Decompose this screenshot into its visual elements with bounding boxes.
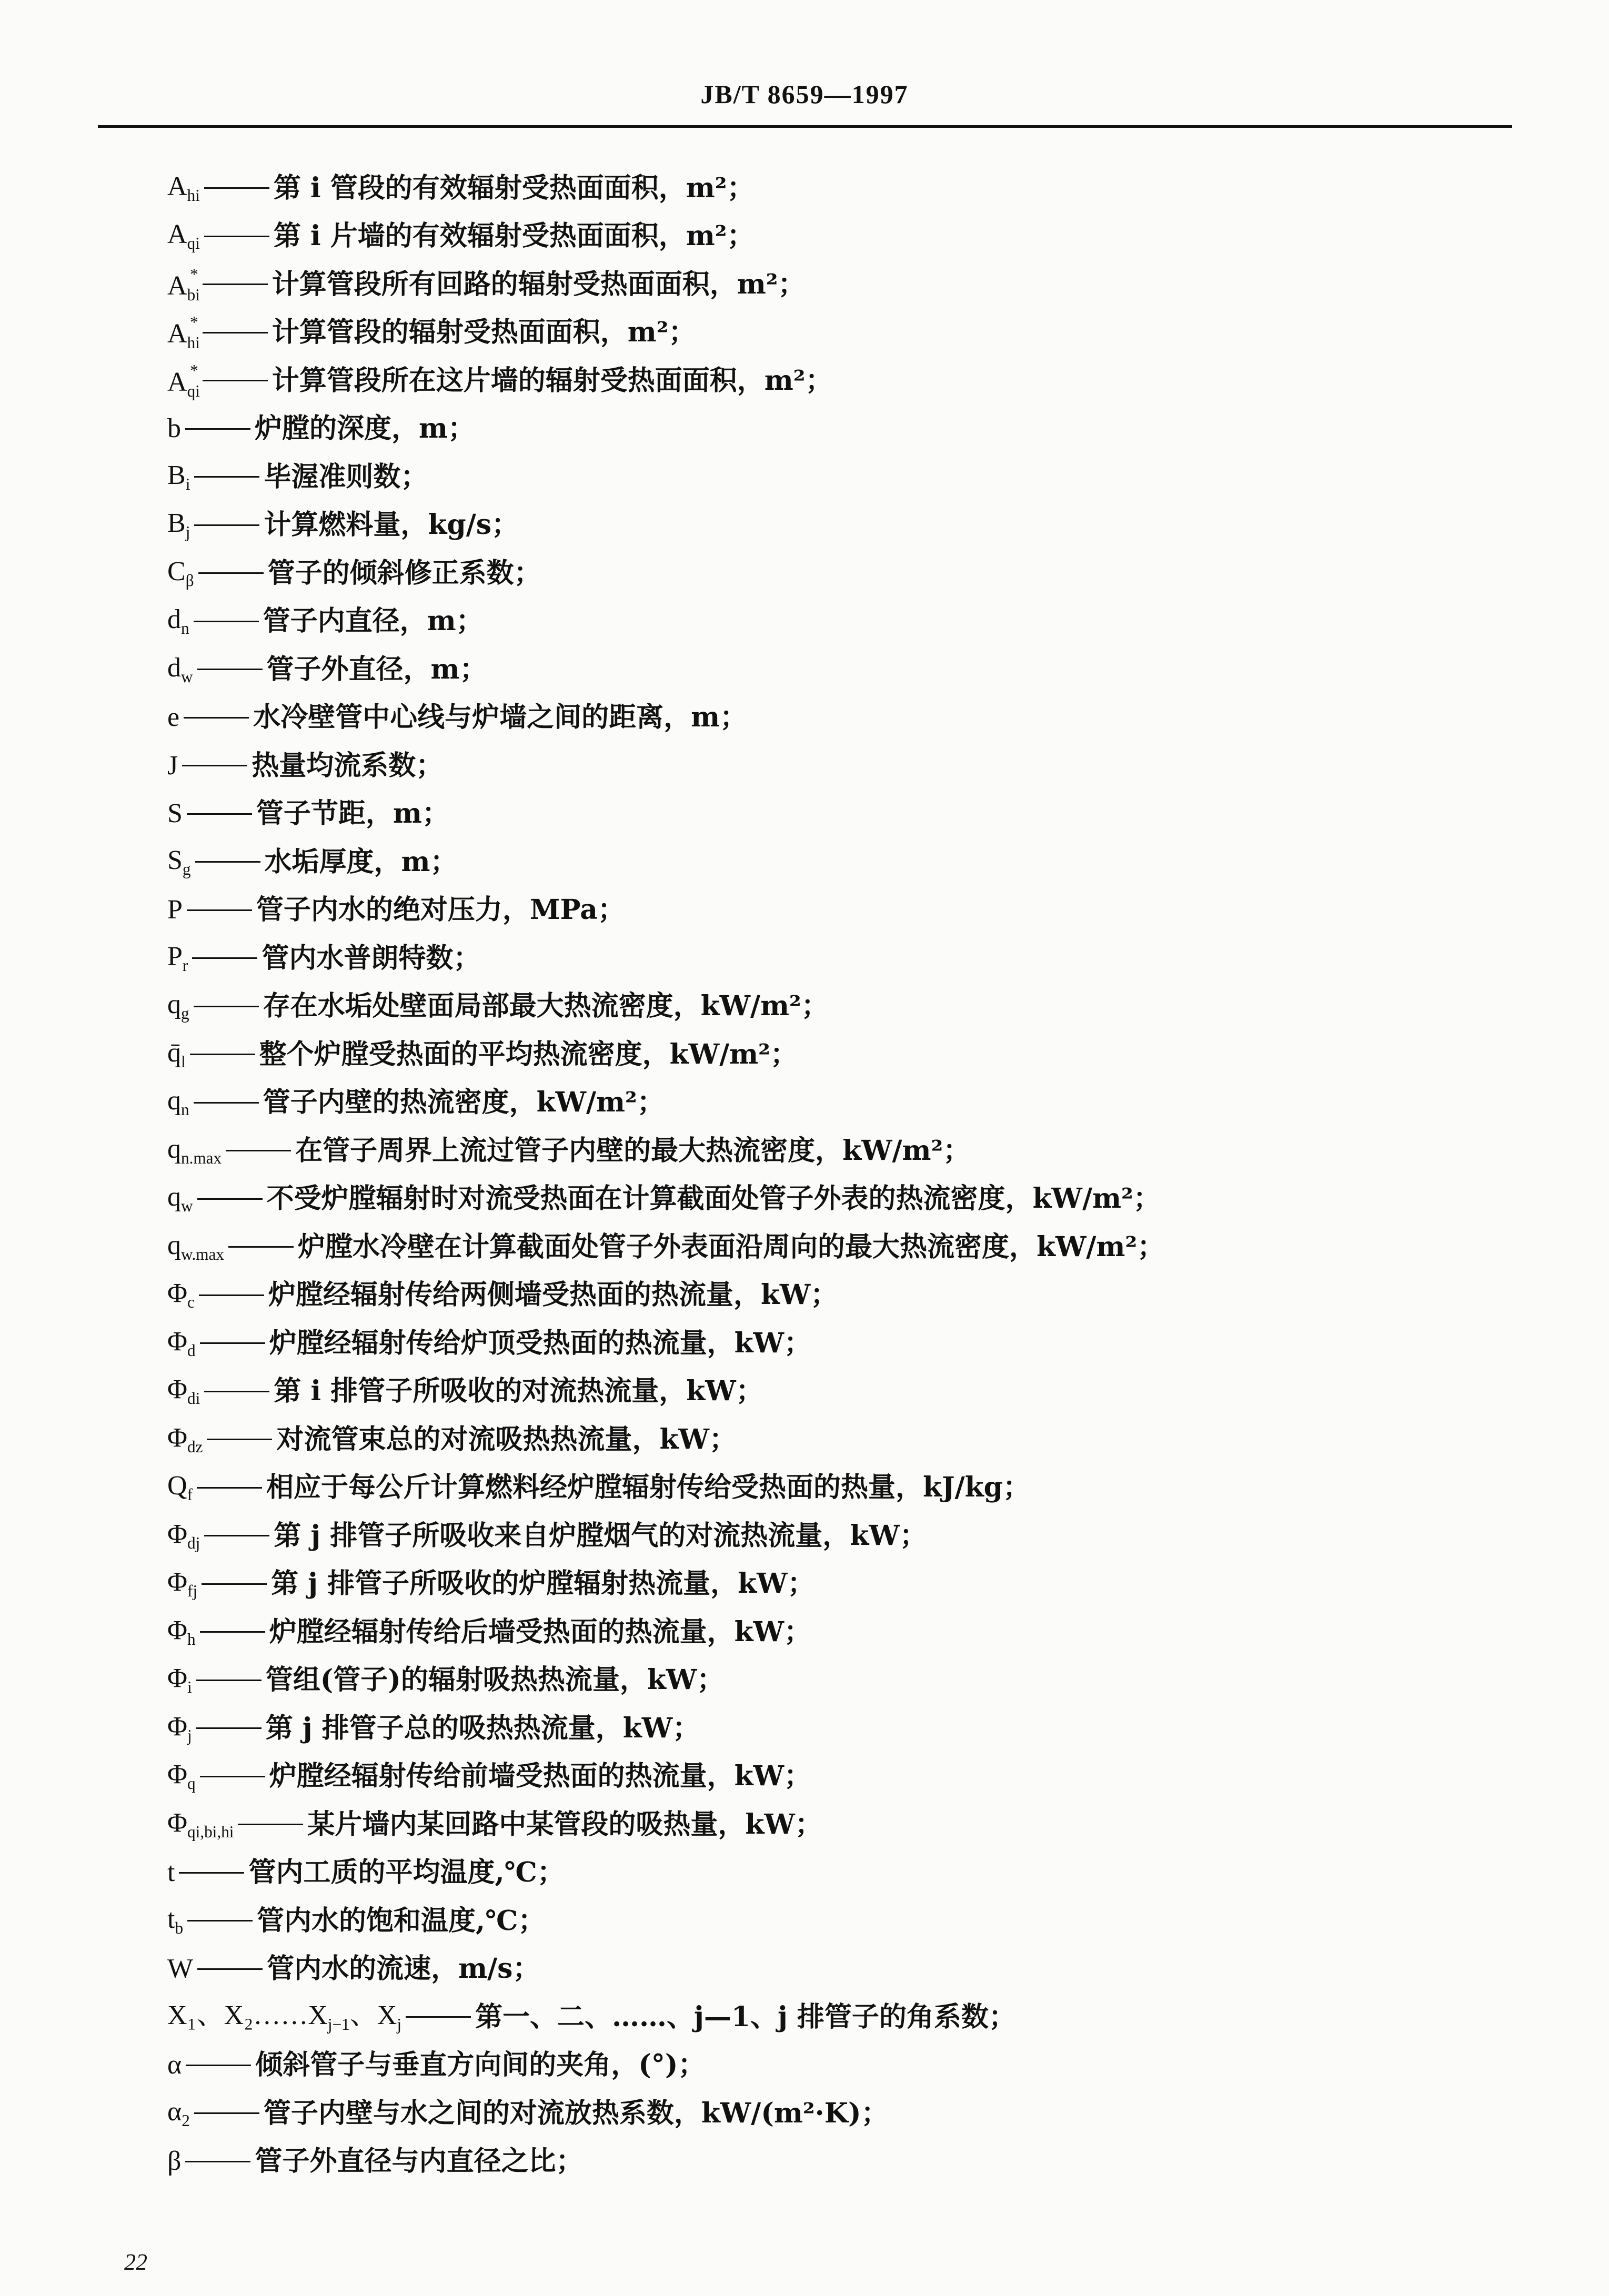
definition-text: 管子外直径与内直径之比； (255, 2145, 584, 2178)
em-dash-separator (185, 428, 250, 430)
definition-item (167, 1030, 1512, 1079)
symbol-base: t (167, 1857, 175, 1888)
definition-item (167, 983, 1512, 1031)
symbol (167, 1472, 193, 1503)
definition-text: 管内水的饱和温度,℃； (257, 1904, 546, 1937)
symbol-subscript: qi (187, 381, 200, 400)
symbol-base: B (167, 460, 186, 490)
symbol (167, 1569, 197, 1599)
symbol (167, 606, 189, 636)
em-dash-separator (194, 1102, 259, 1104)
definition-item (167, 1175, 1512, 1223)
symbol-subscript: 2 (182, 2111, 190, 2130)
definition-item (167, 1368, 1512, 1416)
em-dash-separator (204, 187, 269, 189)
header-rule (98, 125, 1512, 128)
definition-text: 管子内直径，m； (263, 605, 484, 638)
symbol-subscript: c (187, 1293, 195, 1312)
em-dash-separator (197, 669, 263, 670)
em-dash-separator (200, 1342, 265, 1344)
definition-text: 第 i 排管子所吸收的对流热流量，kW； (274, 1375, 763, 1408)
symbol-base: P (167, 941, 183, 972)
symbol-base: d (167, 604, 181, 635)
standard-header: JB/T 8659—1997 (700, 79, 909, 109)
symbol-subscript: n (181, 1100, 189, 1119)
definition-text: 管子外直径，m； (266, 653, 487, 685)
definition-item (167, 838, 1512, 886)
symbol (167, 1809, 234, 1840)
em-dash-separator (238, 1824, 303, 1825)
symbol-subscript: r (182, 956, 188, 975)
definition-text: 倾斜管子与垂直方向间的夹角，(°)； (255, 2049, 706, 2081)
symbol-base: Φ (167, 1278, 188, 1309)
em-dash-separator (196, 1727, 262, 1729)
symbol-subscript: q (187, 1774, 196, 1793)
symbol-subscript: qi (187, 234, 200, 253)
symbol-subscript: i (185, 474, 190, 493)
definition-item (167, 1993, 1512, 2041)
symbol (167, 1039, 186, 1070)
symbol (167, 173, 200, 204)
symbol (167, 1184, 193, 1214)
symbol-subscript: j (397, 2015, 402, 2034)
symbol-base: q (167, 1086, 181, 1116)
symbol-base: Φ (167, 1807, 188, 1838)
symbol (167, 415, 181, 442)
symbol-base: q (167, 1134, 181, 1164)
definition-text: 第 i 管段的有效辐射受热面面积，m²； (273, 171, 755, 204)
definition-item (167, 357, 1512, 405)
definition-item (167, 886, 1512, 935)
symbol-base: q (167, 1182, 181, 1212)
symbol-base: q (167, 1230, 181, 1260)
definition-text: 炉膛经辐射传给两侧墙受热面的热流量，kW； (268, 1279, 838, 1311)
symbol-base: Φ (167, 1567, 188, 1597)
em-dash-separator (204, 236, 269, 237)
symbol (167, 1087, 189, 1118)
symbol (167, 1136, 222, 1166)
definition-text: 管子节距，m； (256, 797, 449, 830)
symbol-subscript: dz (187, 1437, 203, 1456)
em-dash-separator (202, 1583, 267, 1585)
symbol-subscript: dj (187, 1533, 200, 1552)
em-dash-separator (184, 717, 249, 719)
symbol-subscript: b (175, 1918, 184, 1937)
em-dash-separator (185, 2161, 250, 2162)
symbol (167, 1859, 175, 1886)
definition-text: 炉膛经辐射传给后墙受热面的热流量，kW； (269, 1615, 812, 1648)
symbol-subscript: n.max (181, 1148, 222, 1167)
symbol (167, 266, 198, 303)
definition-text: 第 i 片墙的有效辐射受热面面积，m²； (273, 220, 755, 252)
symbol (167, 1617, 196, 1647)
symbol-base: W (167, 1954, 194, 1984)
symbol-subscript: qi,bi,hi (187, 1822, 234, 1841)
definition-item (167, 2089, 1512, 2138)
em-dash-separator (197, 1487, 262, 1489)
definition-text: 计算燃料量，kg/s； (264, 509, 519, 541)
symbol-base: q (167, 989, 181, 1020)
definition-text: 第一、二、……、j—1、j 排管子的角系数； (475, 2000, 1016, 2033)
definition-text: 管内工质的平均温度,℃； (248, 1856, 565, 1889)
definition-item (167, 260, 1512, 309)
definition-text: 第 j 排管子总的吸热热流量，kW； (265, 1712, 700, 1744)
symbol-base: B (167, 508, 186, 539)
definition-text: 管子的倾斜修正系数； (267, 557, 541, 589)
symbol-base: A (167, 367, 187, 397)
symbol-base: P (167, 895, 183, 925)
symbol-subscript: f (187, 1485, 193, 1504)
definition-text: 在管子周界上流过管子内壁的最大热流密度，kW/m²； (295, 1134, 971, 1167)
definition-item (167, 1656, 1512, 1705)
em-dash-separator (186, 2065, 251, 2066)
em-dash-separator (187, 1920, 253, 1921)
em-dash-separator (182, 765, 247, 766)
symbol-subscript: j (187, 1726, 192, 1745)
definition-text: 管内水普朗特数； (262, 942, 481, 974)
definition-item (167, 1079, 1512, 1127)
symbol-base: S (167, 798, 183, 829)
em-dash-separator (195, 861, 260, 863)
symbol (167, 991, 189, 1021)
definition-item (167, 1223, 1512, 1271)
em-dash-separator (190, 1054, 255, 1055)
symbol-subscript: d (187, 1341, 196, 1360)
definition-item (167, 1753, 1512, 1801)
definition-item (167, 1608, 1512, 1656)
definition-text: 计算管段所在这片墙的辐射受热面面积，m²； (271, 364, 833, 397)
symbol (167, 462, 190, 492)
symbol-subscript: bi (187, 285, 200, 304)
symbol-base: X₁、X₂……X (167, 2000, 328, 2030)
symbol-subscript: g (181, 1004, 189, 1023)
definition-item (167, 213, 1512, 261)
symbol (167, 1713, 192, 1744)
symbol-base: Φ (167, 1326, 188, 1357)
symbol (167, 847, 191, 877)
symbol-base: S (167, 845, 183, 875)
symbol-superscript: * (190, 265, 198, 284)
symbol-superscript: * (190, 361, 198, 380)
symbol (167, 1280, 195, 1310)
symbol (167, 654, 193, 685)
symbol-base: C (167, 556, 186, 586)
definition-text: 不受炉膛辐射时对流受热面在计算截面处管子外表的热流密度，kW/m²； (266, 1182, 1161, 1215)
symbol-subscript: hi (187, 186, 200, 205)
em-dash-separator (197, 1968, 263, 1970)
em-dash-separator (196, 1680, 262, 1681)
symbol-base: Φ (167, 1663, 188, 1694)
symbol-subscript: hi (187, 333, 200, 352)
symbol-base: Φ (167, 1422, 188, 1453)
definition-text: 相应于每公斤计算燃料经炉膛辐射传给受热面的热量，kJ/kg； (266, 1471, 1030, 1504)
symbol-base: q̄ (167, 1037, 181, 1068)
symbol-subscript: w (181, 1197, 193, 1216)
symbol-base: d (167, 652, 181, 683)
page-number: 22 (124, 2249, 147, 2275)
definition-item (167, 1801, 1512, 1849)
symbol-subscript: l (181, 1052, 186, 1071)
symbol (167, 1906, 183, 1936)
symbol-base: A (167, 219, 187, 250)
em-dash-separator (192, 957, 257, 959)
definition-item (167, 1945, 1512, 1994)
symbol-subscript: g (182, 859, 191, 878)
symbol (167, 2051, 182, 2079)
em-dash-separator (226, 1150, 291, 1151)
definition-text: 水冷壁管中心线与炉墙之间的距离，m； (253, 701, 748, 734)
definition-text: 毕渥准则数； (264, 460, 428, 493)
definition-text: 管子内水的绝对压力，MPa； (256, 894, 625, 926)
definition-item (167, 2041, 1512, 2090)
symbol-base: Φ (167, 1374, 188, 1405)
em-dash-separator (200, 1776, 265, 1777)
em-dash-separator (197, 1198, 263, 1200)
symbol (167, 800, 183, 827)
symbol (167, 2002, 401, 2032)
symbol (167, 1665, 192, 1695)
definition-item (167, 645, 1512, 694)
symbol (167, 704, 179, 731)
symbol (167, 752, 178, 780)
em-dash-separator (198, 572, 264, 574)
em-dash-separator (194, 1006, 259, 1007)
symbol-base: A (167, 319, 187, 349)
definition-item (167, 1560, 1512, 1609)
em-dash-separator (203, 380, 268, 381)
symbol (167, 1376, 200, 1407)
symbol-base: J (167, 750, 178, 781)
symbol-base: Φ (167, 1759, 188, 1790)
symbol (167, 221, 200, 251)
em-dash-separator (204, 1535, 269, 1536)
symbol (167, 510, 190, 540)
definition-item (167, 934, 1512, 983)
em-dash-separator (204, 1391, 269, 1392)
em-dash-separator (194, 476, 259, 478)
symbol-base: e (167, 702, 180, 733)
definition-item (167, 742, 1512, 790)
em-dash-separator (187, 909, 252, 911)
definition-item (167, 405, 1512, 453)
definition-text: 计算管段所有回路的辐射受热面面积，m²； (271, 268, 806, 300)
symbol (167, 362, 198, 399)
definition-text: 第 j 排管子所吸收来自炉膛烟气的对流热流量，kW； (274, 1519, 927, 1552)
definition-item (167, 790, 1512, 838)
symbol-superscript: * (190, 313, 198, 332)
symbol (167, 1328, 196, 1359)
em-dash-separator (406, 2016, 471, 2018)
symbol (167, 1424, 203, 1455)
symbol-continuation: 、X (349, 2000, 397, 2030)
symbol-base: b (167, 413, 181, 444)
symbol-base: Φ (167, 1615, 188, 1645)
em-dash-separator (194, 621, 259, 622)
definition-item (167, 1415, 1512, 1464)
symbol-subscript: w (181, 667, 193, 686)
symbol-subscript: n (181, 619, 189, 638)
definition-item (167, 2138, 1512, 2186)
symbol (167, 2098, 190, 2129)
definition-item (167, 598, 1512, 646)
definition-item (167, 164, 1512, 213)
symbol (167, 943, 188, 974)
symbol-subscript: i (187, 1678, 192, 1697)
definition-text: 管组(管子)的辐射吸热热流量，kW； (265, 1664, 725, 1696)
em-dash-separator (179, 1872, 244, 1874)
definition-item (167, 694, 1512, 742)
definition-text: 炉膛经辐射传给炉顶受热面的热流量，kW； (269, 1327, 812, 1359)
symbol-subscript: fj (187, 1582, 198, 1601)
symbol (167, 314, 198, 351)
em-dash-separator (228, 1246, 294, 1248)
definition-item (167, 1704, 1512, 1753)
definition-item (167, 1512, 1512, 1560)
definition-text: 管子内壁与水之间的对流放热系数，kW/(m²·K)； (263, 2097, 889, 2129)
definition-item (167, 1127, 1512, 1175)
symbol-subscript: j−1 (327, 2015, 350, 2034)
symbol-base: α (167, 2050, 182, 2080)
symbol-subscript: w.max (181, 1245, 224, 1263)
em-dash-separator (194, 2112, 259, 2114)
definition-item (167, 549, 1512, 598)
symbol-base: A (167, 171, 187, 201)
em-dash-separator (200, 1631, 265, 1633)
em-dash-separator (194, 524, 259, 526)
symbol-base: A (167, 270, 187, 301)
definition-text: 炉膛经辐射传给前墙受热面的热流量，kW； (269, 1760, 812, 1793)
em-dash-separator (207, 1439, 272, 1440)
symbol-subscript: h (187, 1630, 196, 1648)
definition-text: 水垢厚度，m； (264, 845, 458, 878)
symbol (167, 1521, 200, 1551)
symbol-base: Φ (167, 1711, 188, 1742)
definition-item (167, 453, 1512, 501)
definition-text: 炉膛水冷壁在计算截面处管子外表面沿周向的最大热流密度，kW/m²； (298, 1230, 1165, 1263)
em-dash-separator (203, 332, 268, 333)
symbol-subscript: di (187, 1389, 200, 1408)
definition-text: 整个炉膛受热面的平均热流密度，kW/m²； (259, 1038, 798, 1070)
definition-text: 某片墙内某回路中某管段的吸热量，kW； (307, 1808, 822, 1840)
definition-item (167, 309, 1512, 357)
symbol (167, 1955, 193, 1983)
symbol (167, 2148, 181, 2175)
definition-text: 管内水的流速，m/s； (267, 1953, 540, 1985)
em-dash-separator (187, 813, 252, 815)
symbol-base: β (167, 2146, 182, 2177)
symbol (167, 896, 183, 924)
definition-text: 管子内壁的热流密度，kW/m²； (263, 1086, 665, 1119)
symbol-base: α (167, 2096, 182, 2127)
definition-item (167, 1849, 1512, 1897)
definition-text: 炉膛的深度，m； (255, 412, 476, 445)
definition-text: 存在水垢处壁面局部最大热流密度，kW/m²； (263, 990, 829, 1023)
definition-item (167, 1464, 1512, 1512)
definition-item (167, 1897, 1512, 1945)
definition-item (167, 1271, 1512, 1320)
definition-text: 第 j 排管子所吸收的炉膛辐射热流量，kW； (271, 1567, 815, 1600)
symbol-base: t (167, 1904, 175, 1934)
definition-item (167, 1319, 1512, 1368)
symbol-definitions-list (167, 164, 1512, 2186)
symbol (167, 558, 194, 589)
definition-text: 对流管束总的对流吸热热流量，kW； (276, 1423, 737, 1455)
em-dash-separator (203, 284, 268, 285)
symbol-base: Q (167, 1471, 187, 1501)
symbol-subscript: j (185, 523, 190, 542)
symbol-subscript: β (185, 571, 194, 590)
symbol (167, 1761, 196, 1792)
definition-text: 热量均流系数； (252, 749, 444, 782)
symbol (167, 1232, 224, 1262)
definition-text: 计算管段的辐射受热面面积，m²； (271, 316, 696, 349)
em-dash-separator (199, 1294, 264, 1296)
definition-item (167, 501, 1512, 550)
symbol-base: Φ (167, 1519, 188, 1549)
